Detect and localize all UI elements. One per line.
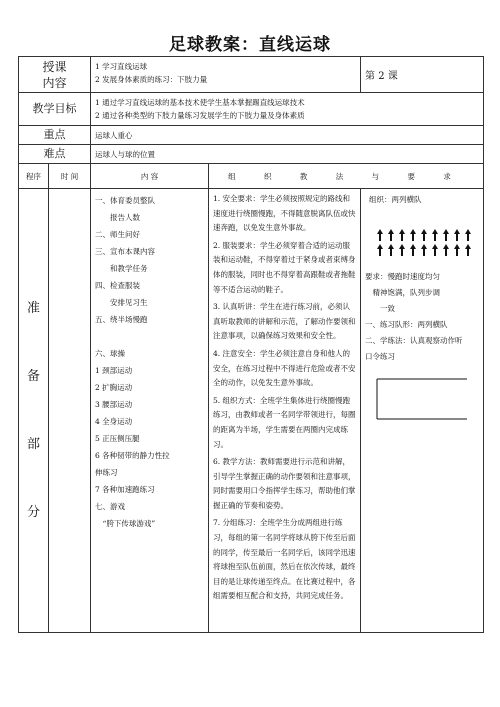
requirement-line-1: 要求：慢跑时速度均匀 [365,272,441,281]
lesson-number: 第 2 课 [361,57,484,93]
practice-method-cont: 口令练习 [365,352,396,361]
method-list-item: 4. 注意安全：学生必须注意自身和他人的安全，在练习过程中不得进行危险或者不安全的动作，以免发生意外事故。 [213,348,356,388]
content-list-item: 6 各种韧带的静力性拉 [95,451,170,460]
section-label [19,189,49,633]
formation-row-1 [365,229,479,241]
requirement-line-2: 精神饱满，队列步调 [365,288,441,297]
player-arrow-icon [410,229,416,241]
content-list-item: 五、绕半场慢跑 [95,315,148,324]
goal-item: 1 通过学习直线运球的基本技术使学生基本掌握踢直线运球技术 [95,98,305,107]
header-time: 时 间 [49,164,91,189]
content-list-item: 5 正压侧压腿 [95,434,140,443]
method-list-item: 3. 认真听讲：学生在进行练习前，必须认真听取教师的讲解和示范，了解动作要领和注意事项，以确保练习效果和安全性。 [213,302,356,341]
page-title: 足球教案：直线运球 [169,35,331,55]
key-label: 重点 [19,126,91,145]
player-arrow-icon [388,244,394,256]
method-list-item: 6. 教学方法：教师需要进行示范和讲解，引导学生掌握正确的动作要领和注意事项，同时需要用口令指挥学生练习，帮助他们掌握正确的节奏和姿势。 [213,457,356,510]
content-label [19,57,91,93]
prep-section-row [19,189,484,633]
method-list-item: 7. 分组练习：全班学生分成两组进行练习，每组的第一名同学将球从胯下传至后面的同学，传至最后一名同学后，该同学迅速将球抱至队伍前面，然后在依次传球，最终目的是让球传递至终点。在比赛过程中，各组需要相互配合和支持，共同完成任务。 [213,518,356,601]
content-list-item: 3 腰部运动 [95,400,133,409]
player-arrow-icon [432,229,438,241]
content-list-item: 和教学任务 [95,264,148,273]
goal-item: 2 通过各种类型的下肢力量练习发展学生的下肢力量及身体素质 [95,111,305,120]
content-list-item [95,328,204,345]
player-arrow-icon [454,229,460,241]
player-arrow-icon [421,229,427,241]
content-list-item: 三、宣布本课内容 [95,247,156,256]
player-arrow-icon [399,229,405,241]
practice-formation: 一、练习队形：两列横队 [365,320,448,329]
content-list-item: 安排见习生 [95,298,148,307]
organization-cell [361,189,484,633]
section-label-text: 准 备 部 分 [26,300,40,520]
player-arrow-icon [432,244,438,256]
content-list-item: 伸练习 [95,468,118,477]
lesson-plan-table [18,56,484,633]
player-arrow-icon [465,229,471,241]
player-arrow-icon [454,244,460,256]
content-list-item: 四、检查服装 [95,281,141,290]
content-list-item: 1 颈部运动 [95,366,133,375]
content-list-item: 报告人数 [95,213,141,222]
header-method: 组 织 教 法 与 要 求 [209,164,484,189]
player-arrow-icon [377,229,383,241]
requirement-line-3: 一致 [365,304,396,313]
goal-row [19,93,484,126]
header-procedure: 程序 [19,164,49,189]
content-label-text: 授课 内容 [42,59,67,90]
goal-items [91,93,484,126]
goal-label: 教学目标 [19,93,91,126]
formation-text: 组织：两列横队 [369,195,422,204]
player-arrow-icon [377,244,383,256]
content-list-item: 七、游戏 [95,502,126,511]
formation-row-2 [365,244,479,256]
content-item: 1 学习直线运球 [95,62,148,71]
key-row [19,126,484,145]
method-list-item: 5. 组织方式：全班学生集体进行绕圈慢跑练习，由教师或者一名同学带领进行，每圈的距离为半场，学生需要在两圈内完成练习。 [213,395,356,449]
header-row [19,164,484,189]
content-list-item: 二、师生问好 [95,230,141,239]
practice-method: 二、学练法：认真观察动作听 [365,336,463,345]
content-list-item: 2 扩胸运动 [95,383,133,392]
difficulty-text: 运球人与球的位置 [91,145,484,164]
player-arrow-icon [399,244,405,256]
difficulty-row [19,145,484,164]
method-list [209,189,361,633]
method-list-item: 2. 服装要求：学生必须穿着合适的运动服装和运动鞋，不得穿着过于紧身或者束缚身体的服装，同时也不得穿着高跟鞋或者拖鞋等不适合运动的鞋子。 [213,240,356,294]
field-diagram [365,369,480,429]
player-arrow-icon [443,229,449,241]
player-arrow-icon [465,244,471,256]
player-arrow-icon [443,244,449,256]
content-list-item: “胯下传球游戏” [95,519,156,528]
difficulty-label: 难点 [19,145,91,164]
content-item: 2 发展身体素质的练习：下肢力量 [95,75,208,84]
content-list-item: 4 全身运动 [95,417,133,426]
player-arrow-icon [410,244,416,256]
player-arrow-icon [388,229,394,241]
key-text: 运球人重心 [91,126,484,145]
content-list-item: 7 各种加速跑练习 [95,485,155,494]
content-items [91,57,361,93]
player-arrow-icon [421,244,427,256]
time-cell [49,189,91,633]
content-row [19,57,484,93]
content-list-item: 一、体育委员整队 [95,196,156,205]
header-content: 内 容 [91,164,209,189]
content-list [91,189,209,633]
content-list-item: 六、球操 [95,349,126,358]
method-list-item: 1. 安全要求：学生必须按照规定的路线和速度进行绕圈慢跑，不得随意脱离队伍或快速奔跑，以免发生意外事故。 [213,194,356,233]
